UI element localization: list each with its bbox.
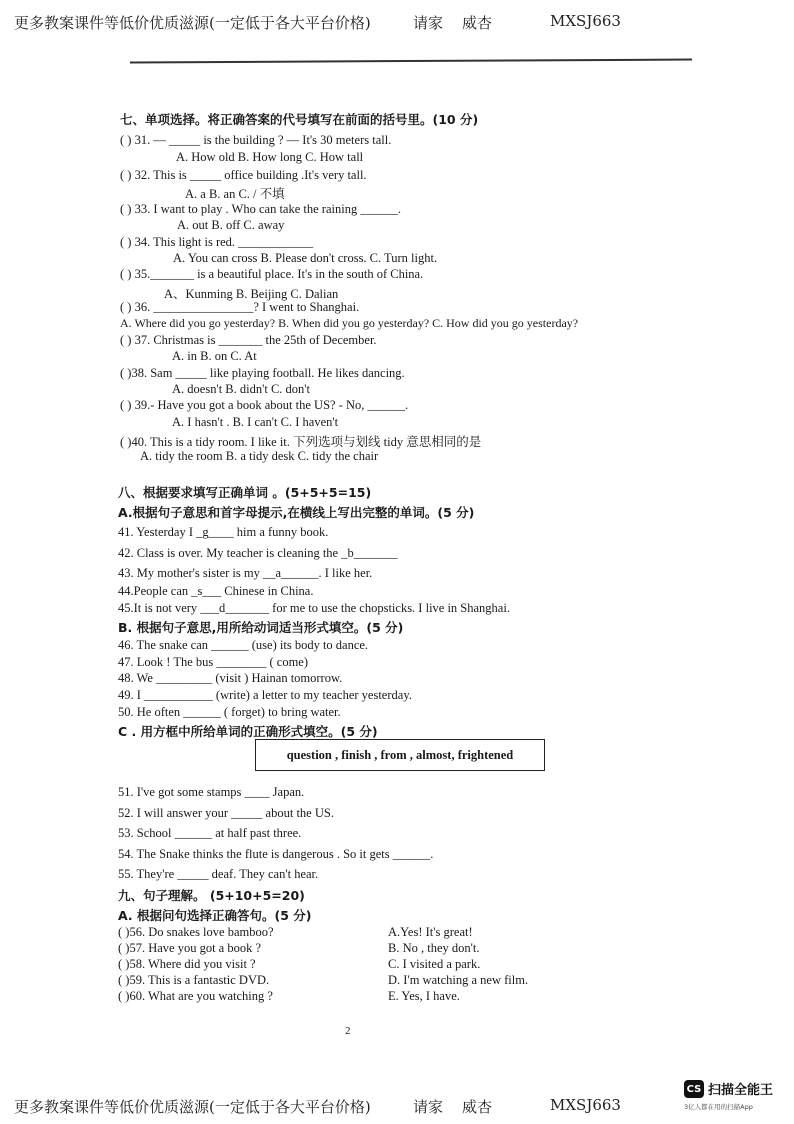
answer-c: C. I visited a park. [388,957,481,971]
question-54: 54. The Snake thinks the flute is dangerous . So it gets ______. [118,847,434,861]
options-34: A. You can cross B. Please don't cross. C. Turn light. [173,251,438,265]
question-41: 41. Yesterday I _g____ him a funny book. [118,525,329,539]
options-40: A. tidy the room B. a tidy desk C. tidy the chair [140,449,379,463]
question-50: 50. He often ______ ( forget) to bring water. [118,705,341,719]
section-8c-title: C . 用方框中所给单词的正确形式填空。(5 分) [118,724,378,739]
answer-d: D. I'm watching a new film. [388,973,529,987]
question-34: ( ) 34. This light is red. ____________ [120,235,314,249]
question-49: 49. I ___________ (write) a letter to my teacher yesterday. [118,688,412,702]
page-number: 2 [345,1025,351,1037]
question-45: 45.It is not very ___d_______ for me to use the chopsticks. I live in Shanghai. [118,601,510,615]
question-48: 48. We _________ (visit ) Hainan tomorrow. [118,671,343,685]
answer-a: A.Yes! It's great! [388,925,473,939]
question-31: ( ) 31. — _____ is the building ? — It's 30 meters tall. [120,133,392,147]
footer-contact: 请家 [413,1098,444,1116]
options-32: A. a B. an C. / 不填 [185,187,285,201]
scanner-logo [684,1078,794,1118]
question-56: ( )56. Do snakes love bamboo? [118,925,274,939]
question-44: 44.People can _s___ Chinese in China. [118,584,314,598]
question-37: ( ) 37. Christmas is _______ the 25th of December. [120,333,377,347]
options-39: A. I hasn't . B. I can't C. I haven't [172,415,339,429]
header-banner-text: 更多教案课件等低价优质滋源(一定低于各大平台价格) [14,14,371,32]
question-47: 47. Look ! The bus ________ ( come) [118,655,309,669]
section-9-title: 九、句子理解。 (5+10+5=20) [118,888,305,903]
question-43: 43. My mother's sister is my __a______. I like her. [118,566,373,580]
question-53: 53. School ______ at half past three. [118,826,302,840]
question-32: ( ) 32. This is _____ office building .It's very tall. [120,168,367,182]
question-52: 52. I will answer your _____ about the US. [118,806,334,820]
question-36: ( ) 36. ________________? I went to Shanghai. [120,300,360,314]
footer-banner-text: 更多教案课件等低价优质滋源(一定低于各大平台价格) [14,1098,371,1116]
question-46: 46. The snake can ______ (use) its body to dance. [118,638,369,652]
question-33: ( ) 33. I want to play . Who can take the raining ______. [120,202,401,216]
answer-e: E. Yes, I have. [388,989,460,1003]
question-40: ( )40. This is a tidy room. I like it. 下列选项与划线 tidy 意思相同的是 [120,435,482,449]
section-9a-title: A. 根据问句选择正确答句。(5 分) [118,908,312,923]
question-55: 55. They're _____ deaf. They can't hear. [118,867,319,881]
section-8-title: 八、根据要求填写正确单词 。(5+5+5=15) [118,485,372,500]
header-rule [130,59,692,64]
question-38: ( )38. Sam _____ like playing football. He likes dancing. [120,366,405,380]
question-51: 51. I've got some stamps ____ Japan. [118,785,305,799]
header-contact: 请家 [413,14,444,32]
section-7-title: 七、单项选择。将正确答案的代号填写在前面的括号里。(10 分) [120,112,479,127]
header-name: 威杏 [462,14,493,32]
options-37: A. in B. on C. At [172,349,257,363]
logo-tagline: 3亿人都在用的扫描App [684,1103,753,1111]
answer-b: B. No , they don't. [388,941,480,955]
question-39: ( ) 39.- Have you got a book about the US? - No, ______. [120,398,409,412]
question-60: ( )60. What are you watching ? [118,989,273,1003]
options-38: A. doesn't B. didn't C. don't [172,382,311,396]
question-58: ( )58. Where did you visit ? [118,957,256,971]
section-8a-title: A.根据句子意思和首字母提示,在横线上写出完整的单词。(5 分) [118,505,475,520]
options-33: A. out B. off C. away [177,218,285,232]
question-59: ( )59. This is a fantastic DVD. [118,973,270,987]
logo-brand-name: 扫描全能王 [708,1083,774,1098]
footer-name: 威杏 [462,1098,493,1116]
header-code: MXSJ663 [550,12,621,30]
word-bank-box: question , finish , from , almost, frightened [255,739,545,771]
options-31: A. How old B. How long C. How tall [176,150,364,164]
options-35: A、Kunming B. Beijing C. Dalian [164,287,339,301]
camscanner-icon: CS [684,1080,704,1098]
question-42: 42. Class is over. My teacher is cleaning the _b_______ [118,546,398,560]
section-8b-title: B. 根据句子意思,用所给动词适当形式填空。(5 分) [118,620,404,635]
question-35: ( ) 35._______ is a beautiful place. It's in the south of China. [120,267,424,281]
footer-code: MXSJ663 [550,1096,621,1114]
question-57: ( )57. Have you got a book ? [118,941,262,955]
options-36: A. Where did you go yesterday? B. When did you go yesterday? C. How did you go yesterday? [120,316,579,330]
